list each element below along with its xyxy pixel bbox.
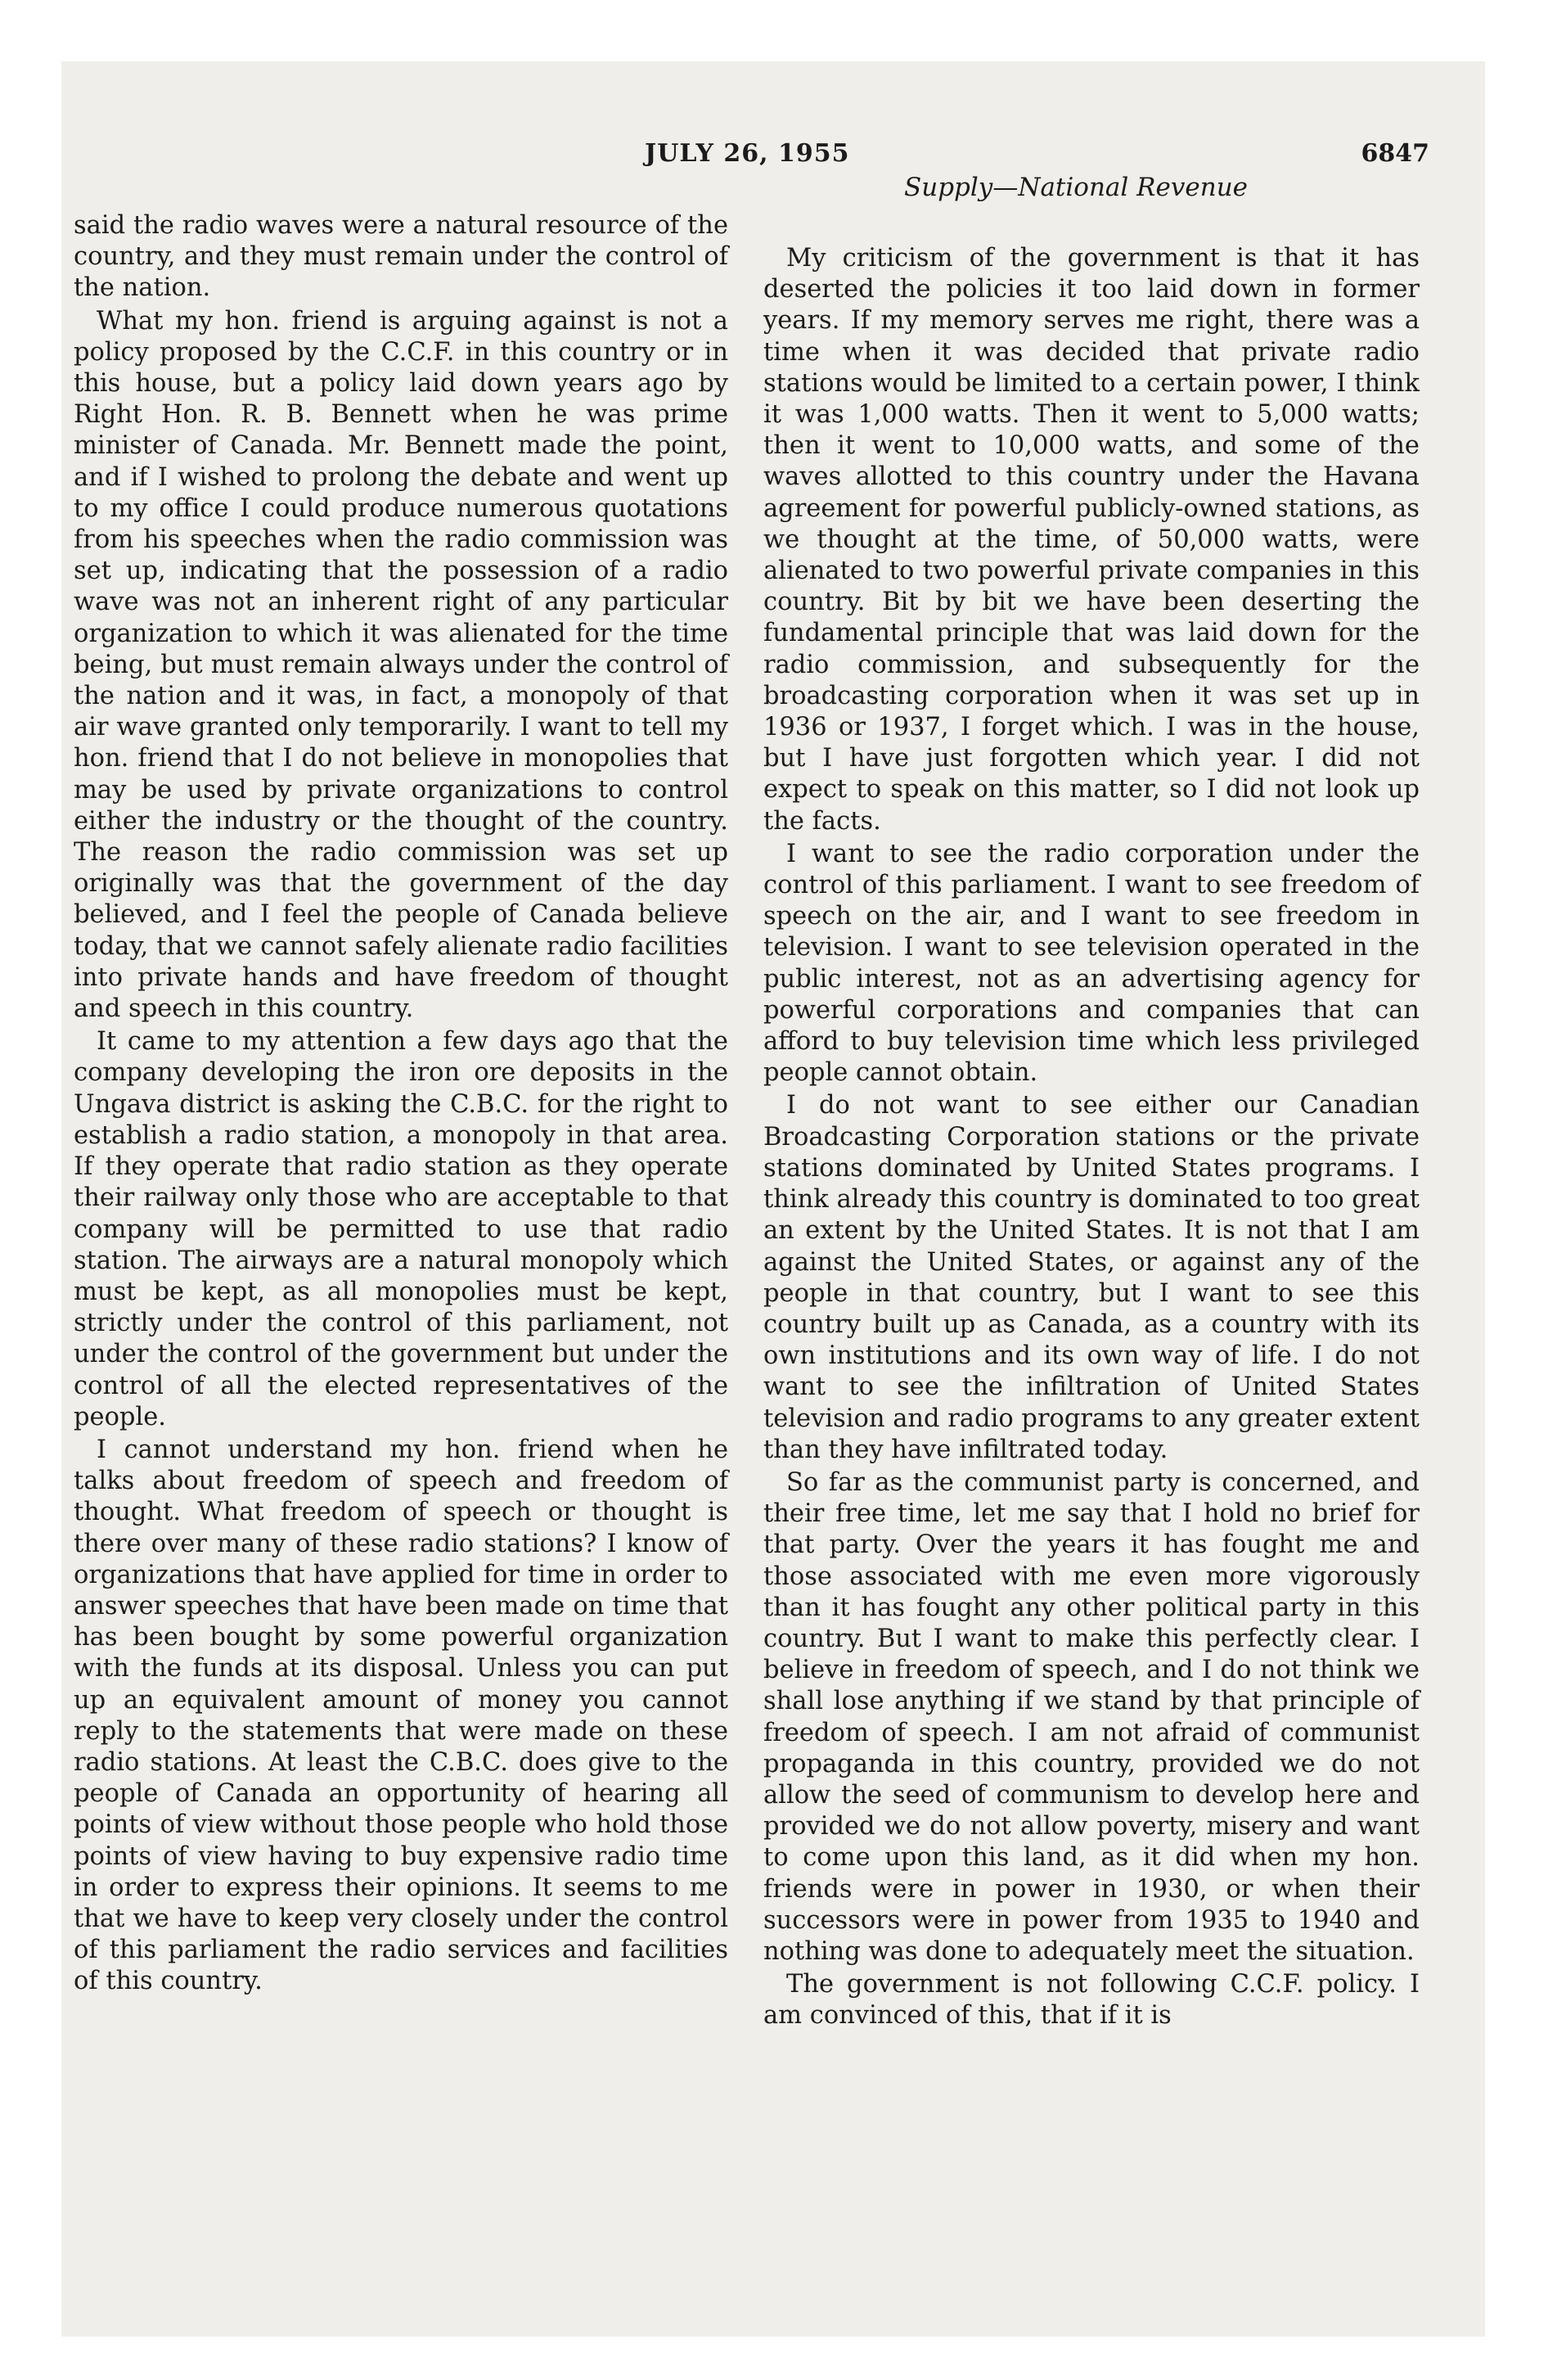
paragraph: said the radio waves were a natural resource of the country, and they must remain under the control of the nation. (74, 211, 728, 303)
paragraph: I do not want to see either our Canadian Broadcasting Corporation stations or the private stations dominated by United States programs. I think already this country is dominated to too great an extent by the United States. It is not that I am against the United States, or against any of the people in that country, but I want to see this country built up as Canada, as a country with its own institutions and its own way of life. I do not want to see the infiltration of United States television and radio programs to any greater extent than they have infiltrated today. (763, 1091, 1420, 1464)
page-sheet (61, 61, 1485, 2337)
paragraph: So far as the communist party is concerned, and their free time, let me say that I hold no brief for that party. Over the years it has fought me and those associated with me even more vigorously than it has fought any other political party in this country. But I want to make this perfectly clear. I believe in freedom of speech, and I do not think we shall lose anything if we stand by that principle of freedom of speech. I am not afraid of communist propaganda in this country, provided we do not allow the seed of communism to develop here and provided we do not allow poverty, misery and want to come upon this land, as it did when my hon. friends were in power in 1930, or when their successors were in power from 1935 to 1940 and nothing was done to adequately meet the situation. (763, 1467, 1420, 1966)
right-column (763, 243, 1420, 2034)
paragraph: It came to my attention a few days ago that the company developing the iron ore deposits in the Ungava district is asking the C.B.C. for the right to establish a radio station, a monopoly in that area. If they operate that radio station as they operate their railway only those who are acceptable to that company will be permitted to use that radio station. The airways are a natural monopoly which must be kept, as all monopolies must be kept, strictly under the control of this parliament, not under the control of the government but under the control of all the elected representatives of the people. (74, 1027, 728, 1431)
paragraph: What my hon. friend is arguing against is not a policy proposed by the C.C.F. in this country or in this house, but a policy laid down years ago by Right Hon. R. B. Bennett when he was prime minister of Canada. Mr. Bennett made the point, and if I wished to prolong the debate and went up to my office I could produce numerous quotations from his speeches when the radio commission was set up, indicating that the possession of a radio wave was not an inherent right of any particular organization to which it was alienated for the time being, but must remain always under the control of the nation and it was, in fact, a monopoly of that air wave granted only temporarily. I want to tell my hon. friend that I do not believe in monopolies that may be used by private organizations to control either the industry or the thought of the country. The reason the radio commission was set up originally was that the government of the day believed, and I feel the people of Canada believe today, that we cannot safely alienate radio facilities into private hands and have freedom of thought and speech in this country. (74, 306, 728, 1024)
section-title: Supply—National Revenue (904, 173, 1248, 202)
page-date: JULY 26, 1955 (645, 139, 850, 168)
paragraph: I want to see the radio corporation under the control of this parliament. I want to see freedom of speech on the air, and I want to see freedom in television. I want to see television operated in the public interest, not as an advertising agency for powerful corporations and companies that can afford to buy television time which less privileged people cannot obtain. (763, 839, 1420, 1088)
page-number: 6847 (1361, 139, 1429, 168)
paragraph: I cannot understand my hon. friend when he talks about freedom of speech and freedom of thought. What freedom of speech or thought is there over many of these radio stations? I know of organizations that have applied for time in order to answer speeches that have been made on time that has been bought by some powerful organization with the funds at its disposal. Unless you can put up an equivalent amount of money you cannot reply to the statements that were made on these radio stations. At least the C.B.C. does give to the people of Canada an opportunity of hearing all points of view without those people who hold those points of view having to buy expensive radio time in order to express their opinions. It seems to me that we have to keep very closely under the control of this parliament the radio services and facilities of this country. (74, 1435, 728, 1996)
paragraph: The government is not following C.C.F. policy. I am convinced of this, that if it is (763, 1970, 1420, 2031)
paragraph: My criticism of the government is that it has deserted the policies it too laid down in former years. If my memory serves me right, there was a time when it was decided that private radio stations would be limited to a certain power, I think it was 1,000 watts. Then it went to 5,000 watts; then it went to 10,000 watts, and some of the waves allotted to this country under the Havana agreement for powerful publicly-owned stations, as we thought at the time, of 50,000 watts, were alienated to two powerful private companies in this country. Bit by bit we have been deserting the fundamental principle that was laid down for the radio commission, and subsequently for the broadcasting corporation when it was set up in 1936 or 1937, I forget which. I was in the house, but I have just forgotten which year. I did not expect to speak on this matter, so I did not look up the facts. (763, 244, 1420, 836)
left-column (74, 210, 728, 1999)
